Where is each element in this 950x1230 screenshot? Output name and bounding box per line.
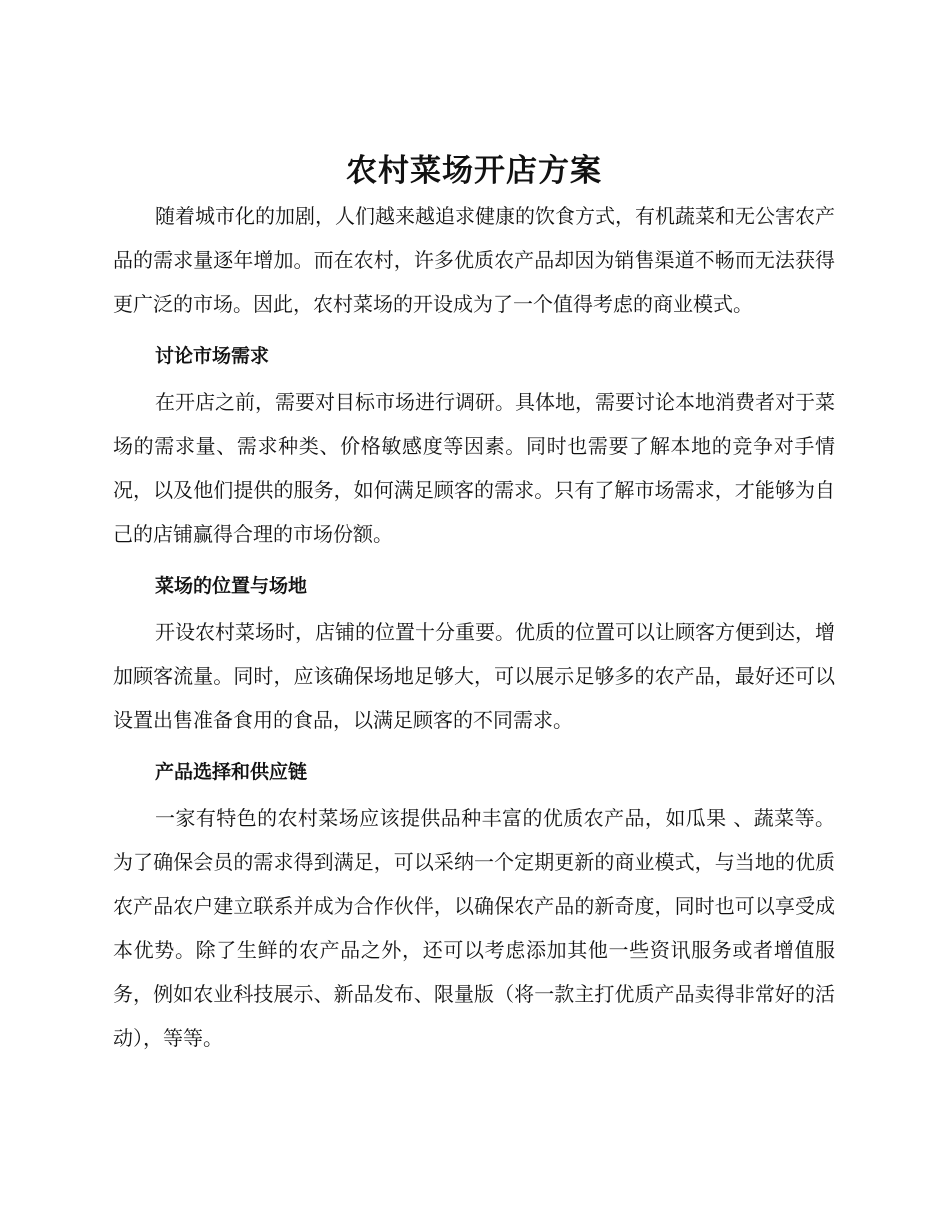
document-title: 农村菜场开店方案 — [346, 153, 602, 189]
section-heading-market-demand: 讨论市场需求 — [155, 345, 270, 367]
section-body-market-demand: 在开店之前，需要对目标市场进行调研。具体地，需要讨论本地消费者对于菜场的需求量、需求种类、价格敏感度等因素。同时也需要了解本地的竞争对手情况，以及他们提供的服务，如何满足顾客的需求。只有了解市场需求，才能够为自己的店铺赢得合理的市场份额。 — [113, 390, 835, 546]
intro-paragraph: 随着城市化的加剧，人们越来越追求健康的饮食方式，有机蔬菜和无公害农产品的需求量逐年增加。而在农村，许多优质农产品却因为销售渠道不畅而无法获得更广泛的市场。因此，农村菜场的开设成为了一个值得考虑的商业模式。 — [113, 204, 835, 316]
section-heading-products-supply-chain: 产品选择和供应链 — [155, 761, 308, 783]
section-body-location: 开设农村菜场时，店铺的位置十分重要。优质的位置可以让顾客方便到达，增加顾客流量。同时，应该确保场地足够大，可以展示足够多的农产品，最好还可以设置出售准备食用的食品，以满足顾客的不同需求。 — [113, 620, 835, 732]
document-body — [113, 148, 835, 1060]
section-body-products-supply-chain: 一家有特色的农村菜场应该提供品种丰富的优质农产品，如瓜果 、蔬菜等。为了确保会员的需求得到满足，可以采纳一个定期更新的商业模式，与当地的优质农产品农户建立联系并成为合作伙伴，以确保农产品的新奇度，同时也可以享受成本优势。除了生鲜的农产品之外，还可以考虑添加其他一些资讯服务或者增值服务，例如农业科技展示、新品发布、限量版（将一款主打优质产品卖得非常好的活动），等等。 — [113, 806, 835, 1050]
section-heading-location: 菜场的位置与场地 — [155, 575, 308, 597]
